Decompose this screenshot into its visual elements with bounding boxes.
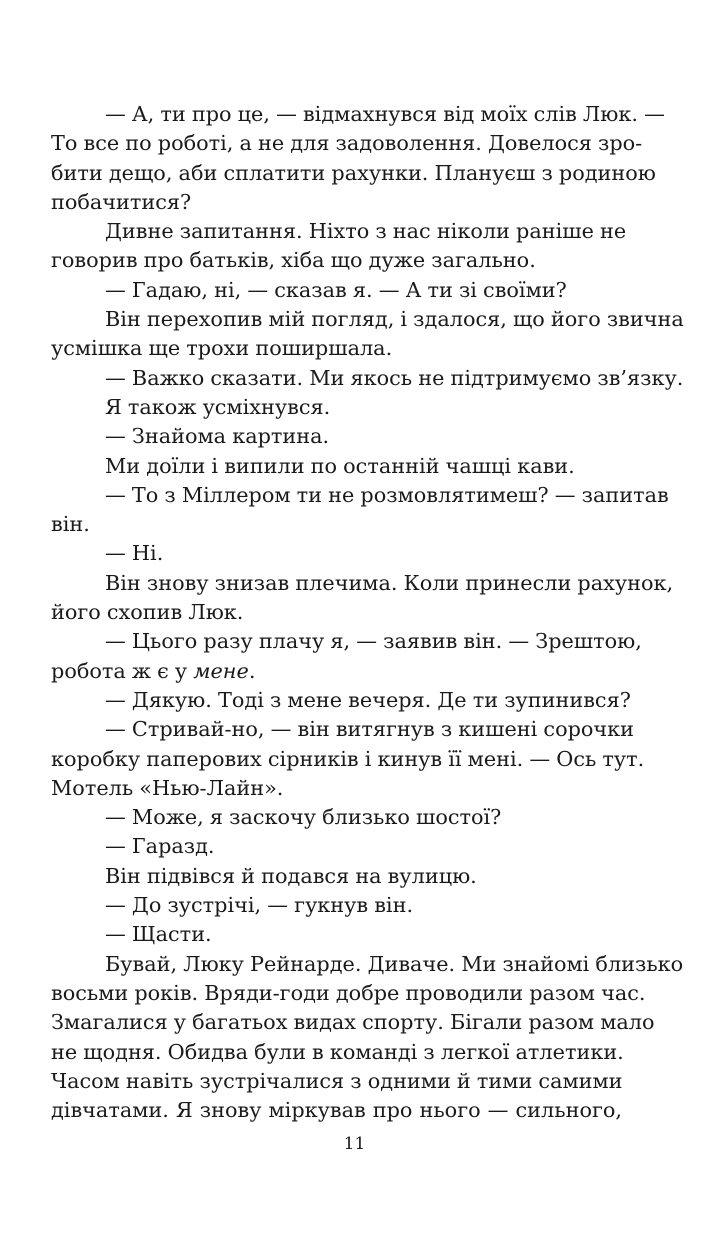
paragraph-6 xyxy=(78,393,622,422)
paragraph-9 xyxy=(51,481,669,540)
paragraph-2 xyxy=(51,217,627,276)
text-line: — Цього разу плачу я, — заявив він. — Зрештою, xyxy=(105,629,642,654)
text-line: Ми доїли і випили по останній чашці кави. xyxy=(105,453,575,478)
text-line: Я також усміхнувся. xyxy=(105,394,331,419)
text-line: — То з Міллером ти не розмовлятимеш? — запитав xyxy=(105,482,669,507)
text-line: усмішка ще трохи поширшала. xyxy=(51,336,393,361)
text-line: бити дещо, аби сплатити рахунки. Плануєш з родиною xyxy=(51,160,656,185)
paragraph-10 xyxy=(78,539,622,568)
text-line: Мотель «Нью-Лайн». xyxy=(51,775,284,800)
text-line: дівчатами. Я знову міркував про нього — сильного, xyxy=(51,1098,622,1123)
italic-word: мене xyxy=(193,658,249,683)
text-line: Часом навіть зустрічалися з одними й тими самими xyxy=(51,1068,623,1093)
text-line: говорив про батьків, хіба що дуже загально. xyxy=(51,248,536,273)
paragraph-4 xyxy=(51,305,684,364)
paragraph-15 xyxy=(78,803,622,832)
paragraph-18 xyxy=(78,891,622,920)
paragraph-7 xyxy=(78,422,622,451)
paragraph-11 xyxy=(51,569,674,628)
paragraph-19 xyxy=(78,920,622,949)
text-line: — Ні. xyxy=(105,541,164,566)
text-line: — Важко сказати. Ми якось не підтримуємо зв’язку. xyxy=(105,365,684,390)
text-line: — До зустрічі, — гукнув він. xyxy=(105,893,414,918)
text-line: побачитися? xyxy=(51,189,192,214)
text-line: — Гаразд. xyxy=(105,834,215,859)
text-line: він. xyxy=(51,512,90,537)
text-line: восьми років. Вряди-годи добре проводили разом час. xyxy=(51,980,646,1005)
paragraph-16 xyxy=(78,832,622,861)
text-line: — Знайома картина. xyxy=(105,424,330,449)
text-line: — Може, я заскочу близько шостої? xyxy=(105,805,502,830)
text-line: — Гадаю, ні, — сказав я. — А ти зі своїми? xyxy=(105,277,567,302)
text-line: Він знову знизав плечима. Коли принесли рахунок, xyxy=(105,570,674,595)
text-line: — Стривай-но, — він витягнув з кишені сорочки xyxy=(105,717,635,742)
text-line: Він підвівся й подався на вулицю. xyxy=(105,863,477,888)
body-text xyxy=(51,100,684,1125)
text-line: То все по роботі, а не для задоволення. Довелося зро- xyxy=(51,131,643,156)
text-line: його схопив Люк. xyxy=(51,600,244,625)
text-line: Дивне запитання. Ніхто з нас ніколи раніше не xyxy=(105,219,627,244)
paragraph-17 xyxy=(78,862,622,891)
text-line: Змагалися у багатьох видах спорту. Бігали разом мало xyxy=(51,1010,655,1035)
paragraph-1 xyxy=(51,100,665,217)
text-line: — Щасти. xyxy=(105,922,212,947)
paragraph-8 xyxy=(78,452,622,481)
paragraph-13 xyxy=(78,686,631,715)
text-line: робота ж є у мене. xyxy=(51,658,256,683)
text-line: коробку паперових сірників і кинув її мені. — Ось тут. xyxy=(51,746,645,771)
page-number: 11 xyxy=(343,1134,366,1154)
text-line: — Дякую. Тоді з мене вечеря. Де ти зупинився? xyxy=(105,687,631,712)
paragraph-20 xyxy=(51,950,684,1126)
text-line: — А, ти про це, — відмахнувся від моїх слів Люк. — xyxy=(105,102,665,126)
text-line: Бувай, Люку Рейнарде. Диваче. Ми знайомі близько xyxy=(105,951,684,976)
text-line: Він перехопив мій погляд, і здалося, що його звична xyxy=(105,307,684,332)
text-line: не щодня. Обидва були в команді з легкої атлетики. xyxy=(51,1039,624,1064)
paragraph-12 xyxy=(51,627,642,686)
paragraph-3 xyxy=(78,276,622,305)
paragraph-14 xyxy=(51,715,645,803)
paragraph-5 xyxy=(78,364,684,393)
